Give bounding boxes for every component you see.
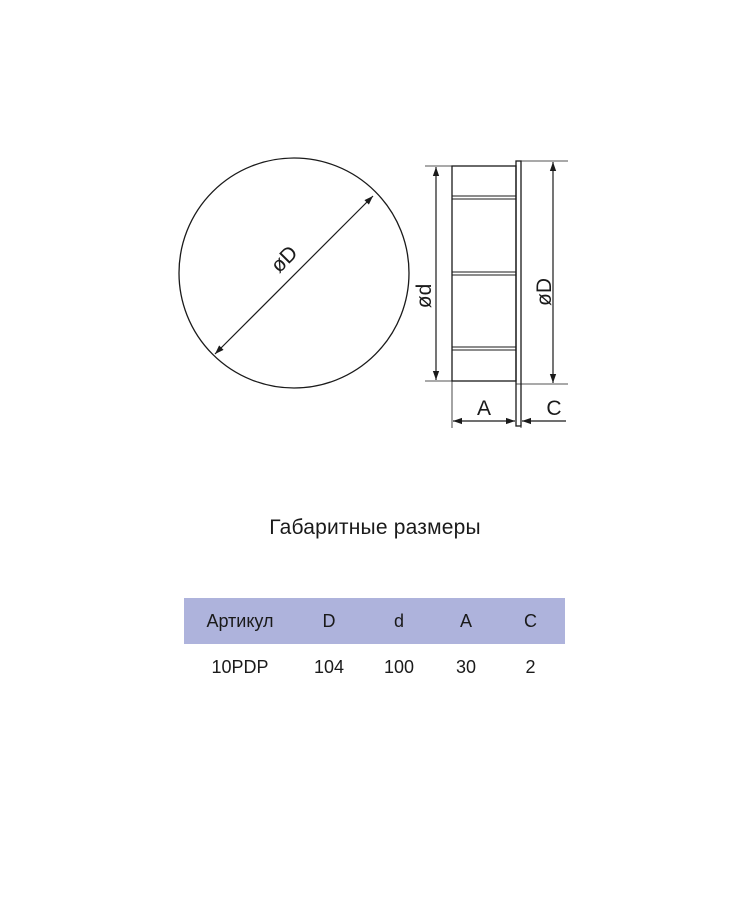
length-label: A xyxy=(476,397,492,420)
header-article: Артикул xyxy=(206,610,274,631)
cell-flange: 2 xyxy=(525,656,536,677)
inner-diameter-label: ød xyxy=(413,283,436,309)
section-title: Габаритные размеры xyxy=(269,516,481,539)
front-view xyxy=(179,158,409,388)
cell-length: 30 xyxy=(455,656,477,677)
header-inner-diameter: d xyxy=(393,610,404,631)
table-header-row xyxy=(184,598,565,644)
table-row xyxy=(184,644,565,690)
cell-inner-diameter: 100 xyxy=(383,656,415,677)
dimensions-table xyxy=(184,598,565,690)
side-view xyxy=(413,161,568,428)
header-flange: C xyxy=(524,610,537,631)
cell-outer-diameter: 104 xyxy=(313,656,345,677)
outer-diameter-label: øD xyxy=(533,278,556,306)
front-diameter-label: øD xyxy=(266,241,303,278)
flange xyxy=(516,161,521,426)
cell-article: 10PDP xyxy=(211,656,269,677)
sleeve-body xyxy=(452,166,516,381)
header-length: A xyxy=(459,610,472,631)
front-view-outline xyxy=(179,158,409,388)
header-outer-diameter: D xyxy=(322,610,336,631)
flange-label: C xyxy=(546,397,562,420)
front-diameter-dimension-line xyxy=(215,196,373,354)
